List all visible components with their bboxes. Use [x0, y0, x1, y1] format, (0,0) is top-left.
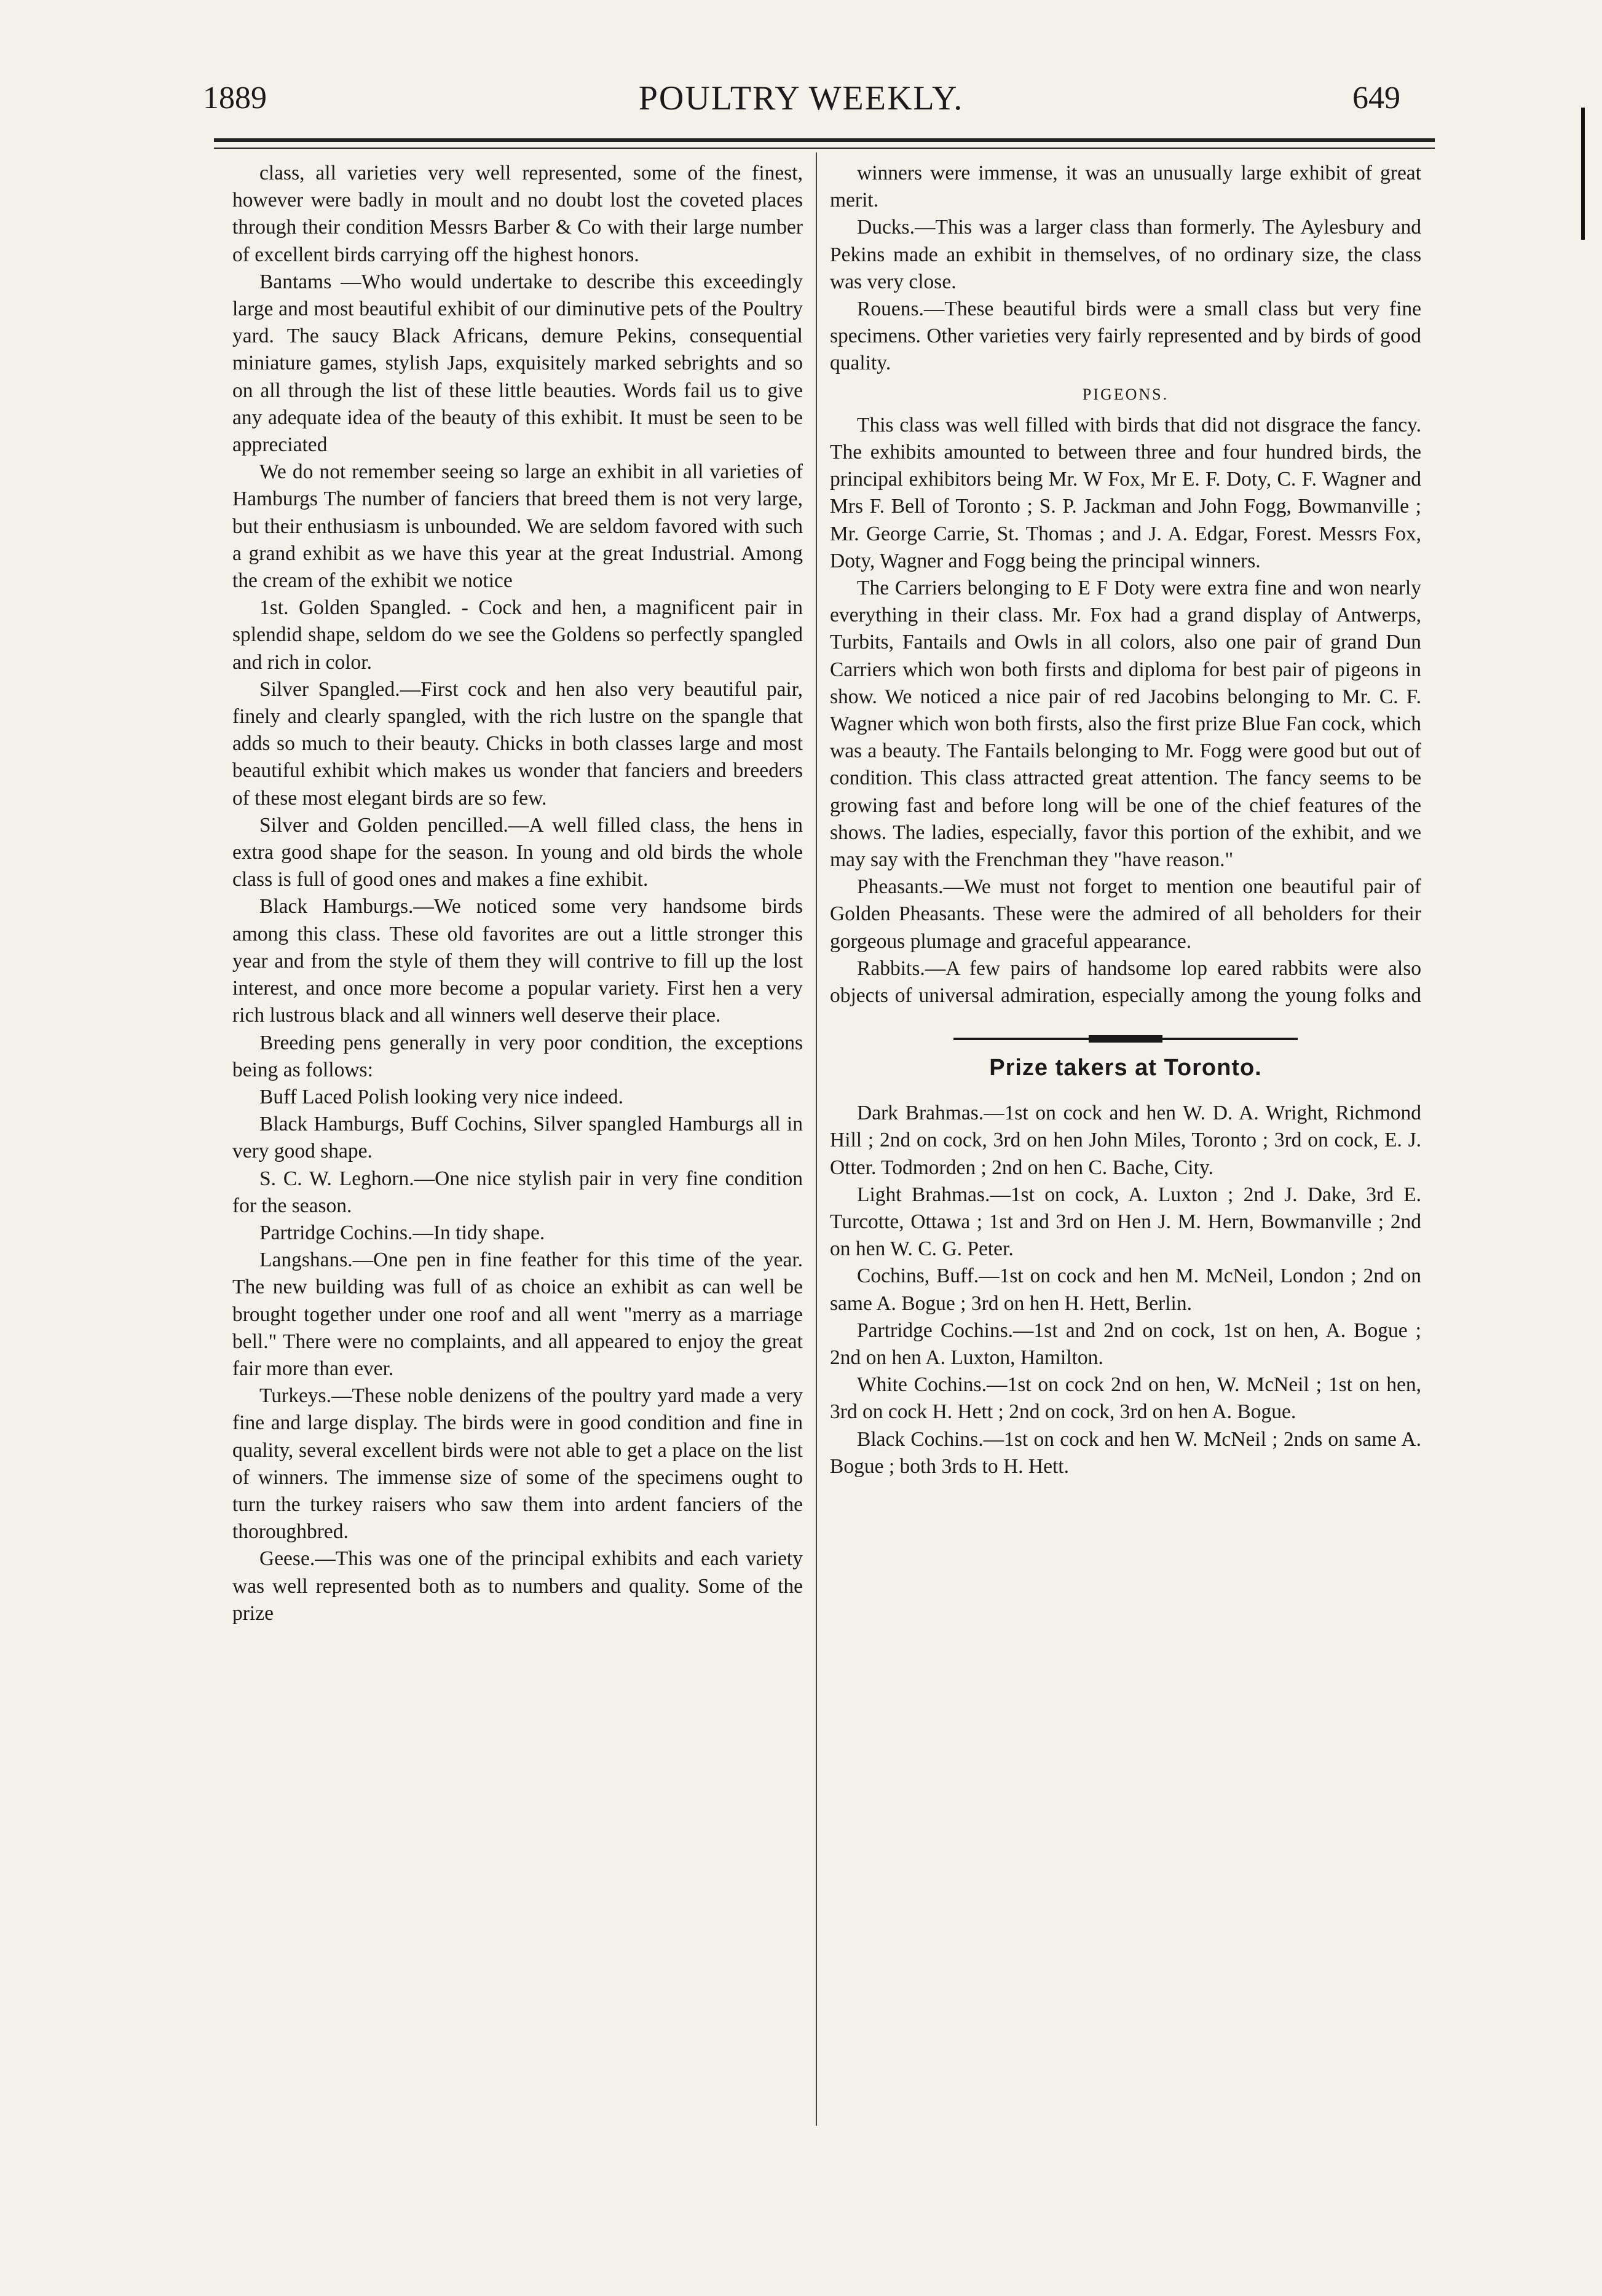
column-divider	[816, 152, 817, 2126]
list-item: Cochins, Buff.—1st on cock and hen M. McNeil, London ; 2nd on same A. Bogue ; 3rd on hen H. Hett, Berlin.	[830, 1264, 1421, 1315]
header-title: POULTRY WEEKLY.	[638, 79, 964, 117]
prize-takers-heading: Prize takers at Toronto.	[989, 1055, 1262, 1081]
list-item: Partridge Cochins.—1st and 2nd on cock, 1st on hen, A. Bogue ; 2nd on hen A. Luxton, Hamilton.	[830, 1319, 1421, 1370]
paragraph: Partridge Cochins.—In tidy shape.	[259, 1221, 545, 1244]
header-rule-thin	[214, 148, 1435, 149]
list-item: Dark Brahmas.—1st on cock and hen W. D. A. Wright, Richmond Hill ; 2nd on cock, 3rd on hen John Miles, Toronto ; 3rd on cock, E. J. Otter. Todmorden ; 2nd on hen C. Bache, City.	[830, 1102, 1421, 1179]
paragraph: Langshans.—One pen in fine feather for this time of the year. The new building was full of as choice an exhibit as can well be brought together under one roof and all went "merry as a marriage bell." There were no complaints, and all appeared to enjoy the great fair more than ever.	[232, 1249, 803, 1380]
paragraph: Rabbits.—A few pairs of handsome lop eared rabbits were also objects of universal admiration, especially among the young folks and	[830, 957, 1421, 1008]
paragraph: This class was well filled with birds that did not disgrace the fancy. The exhibits amounted to between three and four hundred birds, the principal exhibitors being Mr. W Fox, Mr E. F. Doty, C. F. Wagner and Mrs F. Bell of Toronto ; S. P. Jackman and John Fogg, Bowmanville ; Mr. George Carrie, St. Thomas ; and J. A. Edgar, Forest. Messrs Fox, Doty, Wagner and Fogg being the principal winners.	[830, 413, 1421, 572]
paragraph: Geese.—This was one of the principal exhibits and each variety was well represented both as to numbers and quality. Some of the prize	[232, 1547, 803, 1625]
paragraph: 1st. Golden Spangled. - Cock and hen, a magnificent pair in splendid shape, seldom do we see the Goldens so perfectly spangled and rich in color.	[232, 596, 803, 674]
page-edge-mark	[1581, 108, 1585, 240]
header-year: 1889	[203, 81, 267, 116]
paragraph: Black Hamburgs, Buff Cochins, Silver spangled Hamburgs all in very good shape.	[232, 1113, 803, 1163]
paragraph: Breeding pens generally in very poor condition, the exceptions being as follows:	[232, 1031, 803, 1081]
prize-list	[830, 1100, 1421, 1727]
list-item: Light Brahmas.—1st on cock, A. Luxton ; 2nd J. Dake, 3rd E. Turcotte, Ottawa ; 1st and 3rd on Hen J. M. Hern, Bowmanville ; 2nd on hen W. C. G. Peter.	[830, 1183, 1421, 1261]
paragraph: Bantams —Who would undertake to describe this exceedingly large and most beautiful exhibit of our diminutive pets of the Poultry yard. The saucy Black Africans, demure Pekins, consequential miniature games, stylish Japs, exquisitely marked sebrights and so on all through the list of these little beauties. Words fail us to give any adequate idea of the beauty of this exhibit. It must be seen to be appreciated	[232, 270, 803, 457]
paragraph: Black Hamburgs.—We noticed some very handsome birds among this class. These old favorites are out a little stronger this year and from the style of them they will contrive to fill up the lost interest, and once more become a popular variety. First hen a very rich lustrous black and all winners well deserve their place.	[232, 895, 803, 1027]
list-item: Black Cochins.—1st on cock and hen W. McNeil ; 2nds on same A. Bogue ; both 3rds to H. Hett.	[830, 1427, 1421, 1478]
paragraph: Silver and Golden pencilled.—A well filled class, the hens in extra good shape for the season. In young and old birds the whole class is full of good ones and makes a fine exhibit.	[232, 813, 803, 891]
left-column	[232, 160, 803, 2188]
page-number: 649	[1352, 81, 1400, 116]
paragraph: Buff Laced Polish looking very nice indeed.	[259, 1085, 624, 1108]
paragraph: S. C. W. Leghorn.—One nice stylish pair in very fine condition for the season.	[232, 1167, 803, 1217]
paragraph: Rouens.—These beautiful birds were a small class but very fine specimens. Other varieties very fairly represented and by birds of good quality.	[830, 298, 1421, 375]
paragraph: Pheasants.—We must not forget to mention one beautiful pair of Golden Pheasants. These were the admired of all beholders for their gorgeous plumage and graceful appearance.	[830, 875, 1421, 953]
paragraph: We do not remember seeing so large an exhibit in all varieties of Hamburgs The number of fanciers that breed them is not very large, but their enthusiasm is unbounded. We are seldom favored with such a grand exhibit as we have this year at the great Industrial. Among the cream of the exhibit we notice	[232, 460, 803, 593]
paragraph: Ducks.—This was a larger class than formerly. The Aylesbury and Pekins made an exhibit in themselves, of no ordinary size, the class was very close.	[830, 216, 1421, 293]
paragraph: The Carriers belonging to E F Doty were extra fine and won nearly everything in their class. Mr. Fox had a grand display of Antwerps, Turbits, Fantails and Owls in all colors, also one pair of grand Dun Carriers which won both firsts and diploma for best pair of pigeons in show. We noticed a nice pair of red Jacobins belonging to Mr. C. F. Wagner which won both firsts, also the first prize Blue Fan cock, which was a beauty. The Fantails belonging to Mr. Fogg were good but out of condition. This class attracted great attention. The fancy seems to be growing fast and before long will be one of the chief features of the shows. The ladies, especially, favor this portion of the exhibit, and we may say with the Frenchman they "have reason."	[830, 577, 1421, 872]
paragraph: class, all varieties very well represented, some of the finest, however were badly in moult and no doubt lost the coveted places through their condition Messrs Barber & Co with their large number of excellent birds carrying off the highest honors.	[232, 162, 803, 266]
right-column-text	[830, 160, 1421, 1011]
paragraph: Turkeys.—These noble denizens of the poultry yard made a very fine and large display. The birds were in good condition and fine in quality, several excellent birds were not able to get a place on the list of winners. The immense size of some of the specimens ought to turn the turkey raisers who saw them into ardent fanciers of the thoroughbred.	[232, 1384, 803, 1544]
list-item: White Cochins.—1st on cock 2nd on hen, W. McNeil ; 1st on hen, 3rd on cock H. Hett ; 2nd on cock, 3rd on hen A. Bogue.	[830, 1373, 1421, 1424]
paragraph: winners were immense, it was an unusually large exhibit of great merit.	[830, 162, 1421, 212]
pigeons-subheading: PIGEONS.	[1082, 385, 1169, 403]
header-rule-thick	[214, 138, 1435, 142]
section-ornament	[953, 1035, 1298, 1043]
paragraph: Silver Spangled.—First cock and hen also very beautiful pair, finely and clearly spangled, with the rich lustre on the spangle that adds so much to their beauty. Chicks in both classes large and most beautiful exhibit which makes us wonder that fanciers and breeders of these most elegant birds are so few.	[232, 677, 803, 810]
right-column	[830, 160, 1421, 2188]
